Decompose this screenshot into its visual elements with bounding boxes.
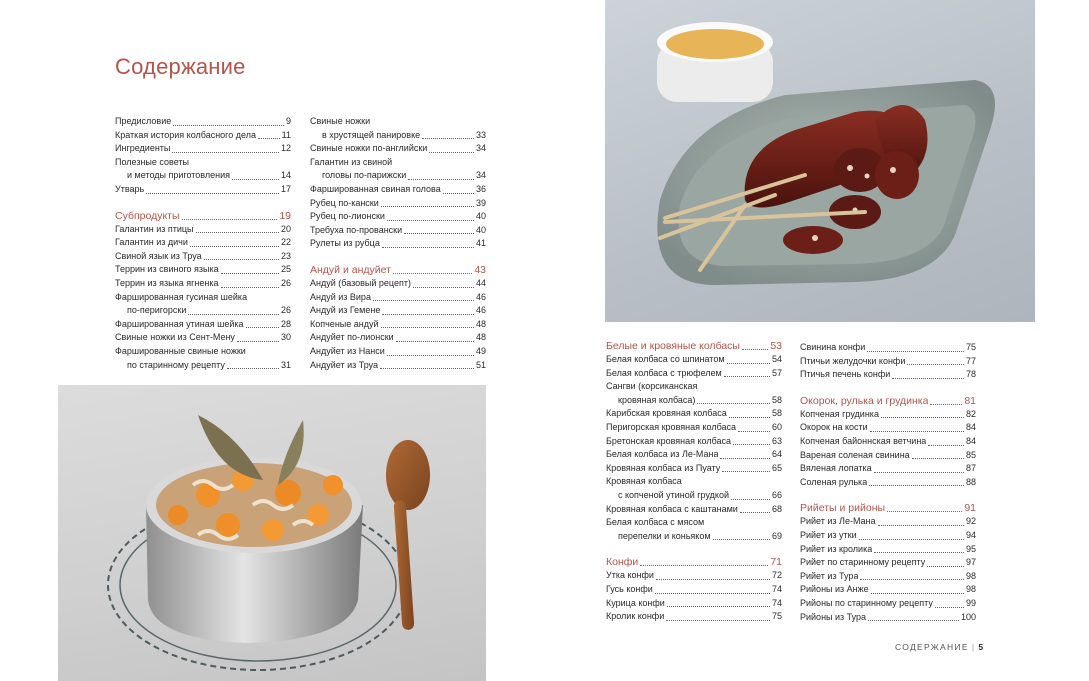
toc-entry[interactable]: Перигорская кровяная колбаса 60 bbox=[606, 421, 782, 432]
toc-entry[interactable]: Белая колбаса из Ле-Мана 64 bbox=[606, 449, 782, 460]
toc-entry[interactable]: Свиные ножки по-английски 34 bbox=[310, 143, 486, 154]
toc-entry[interactable]: Карибская кровяная колбаса 58 bbox=[606, 408, 782, 419]
blood-sausage-photo bbox=[605, 0, 1035, 322]
toc-entry[interactable]: Террин из свиного языка 25 bbox=[115, 264, 291, 275]
toc-entry[interactable]: Требуха по-провански 40 bbox=[310, 224, 486, 235]
toc-entry[interactable]: Свиные ножки из Сент-Мену 30 bbox=[115, 332, 291, 343]
toc-entry[interactable]: Ингредиенты 12 bbox=[115, 143, 291, 154]
toc-entry[interactable]: Краткая история колбасного дела 11 bbox=[115, 129, 291, 140]
toc-entry[interactable]: Рийет из кролика 95 bbox=[800, 543, 976, 554]
toc-column-3 bbox=[606, 339, 782, 624]
toc-entry[interactable]: Свинина конфи 75 bbox=[800, 342, 976, 352]
toc-section-heading[interactable]: Окорок, рулька и грудинка 81 bbox=[800, 394, 976, 407]
toc-entry[interactable]: Утварь 17 bbox=[115, 183, 291, 194]
toc-entry[interactable]: Белая колбаса со шпинатом 54 bbox=[606, 354, 782, 364]
tripe-pot-illustration bbox=[58, 385, 486, 681]
toc-entry[interactable]: Кролик конфи 75 bbox=[606, 611, 782, 622]
page-title: Содержание bbox=[115, 54, 246, 79]
toc-entry[interactable]: и методы приготовления 14 bbox=[127, 170, 291, 181]
page-number: 5 bbox=[978, 642, 984, 652]
toc-entry[interactable]: Вяленая лопатка 87 bbox=[800, 463, 976, 474]
toc-entry[interactable]: Рубец по-лионски 40 bbox=[310, 211, 486, 222]
toc-entry[interactable]: перепелки и коньяком 69 bbox=[618, 530, 782, 541]
toc-entry[interactable]: Белая колбаса с мясом bbox=[606, 517, 705, 528]
toc-entry[interactable]: по старинному рецепту 31 bbox=[127, 359, 291, 370]
toc-entry[interactable]: Копченая байоннская ветчина 84 bbox=[800, 435, 976, 446]
toc-entry[interactable]: Сангви (корсиканская bbox=[606, 381, 698, 392]
toc-entry[interactable]: кровяная колбаса) 58 bbox=[618, 394, 782, 405]
toc-entry[interactable]: Рийет из Тура 98 bbox=[800, 570, 976, 581]
toc-section-heading[interactable]: Субпродукты 19 bbox=[115, 209, 291, 222]
toc-entry[interactable]: Андуй из Вира 46 bbox=[310, 291, 486, 302]
toc-entry[interactable]: Фаршированная свиная голова 36 bbox=[310, 183, 486, 194]
toc-entry[interactable]: Соленая рулька 88 bbox=[800, 476, 976, 487]
toc-entry[interactable]: Свиные ножки bbox=[310, 116, 371, 126]
toc-entry[interactable]: Гусь конфи 74 bbox=[606, 583, 782, 594]
toc-entry[interactable]: Андуйет из Труа 51 bbox=[310, 359, 486, 370]
toc-entry[interactable]: Утка конфи 72 bbox=[606, 570, 782, 581]
toc-entry[interactable]: Кровяная колбаса из Пуату 65 bbox=[606, 462, 782, 473]
toc-entry[interactable]: Рийоны из Тура 100 bbox=[800, 611, 976, 622]
toc-entry[interactable]: Птичьи желудочки конфи 77 bbox=[800, 355, 976, 366]
toc-entry[interactable]: Кровяная колбаса с каштанами 68 bbox=[606, 503, 782, 514]
toc-section-heading[interactable]: Андуй и андуйет 43 bbox=[310, 263, 486, 276]
toc-entry[interactable]: головы по-парижски 34 bbox=[322, 170, 486, 181]
toc-entry[interactable]: Курица конфи 74 bbox=[606, 597, 782, 608]
toc-entry[interactable]: по-перигорски 26 bbox=[127, 305, 291, 316]
page-footer bbox=[895, 642, 983, 652]
toc-entry[interactable]: Рийет из Ле-Мана 92 bbox=[800, 516, 976, 527]
toc-entry[interactable]: Фаршированные свиные ножки bbox=[115, 345, 246, 356]
toc-entry[interactable]: Фаршированная гусиная шейка bbox=[115, 291, 248, 302]
toc-entry[interactable]: Рийет по старинному рецепту 97 bbox=[800, 557, 976, 568]
toc-entry[interactable]: Рубец по-кански 39 bbox=[310, 197, 486, 208]
toc-entry[interactable]: в хрустящей панировке 33 bbox=[322, 129, 486, 140]
toc-entry[interactable]: Рийоны из Анже 98 bbox=[800, 584, 976, 595]
toc-entry[interactable]: Полезные советы bbox=[115, 156, 189, 167]
blood-sausage-illustration bbox=[605, 0, 1035, 322]
toc-section-heading[interactable]: Рийеты и рийоны 91 bbox=[800, 502, 976, 515]
toc-entry[interactable]: Галантин из свиной bbox=[310, 156, 393, 167]
footer-label: СОДЕРЖАНИЕ bbox=[895, 642, 969, 652]
toc-entry[interactable]: Фаршированная утиная шейка 28 bbox=[115, 318, 291, 329]
toc-section-heading[interactable]: Конфи 71 bbox=[606, 556, 782, 569]
toc-column-1 bbox=[115, 115, 291, 372]
toc-entry[interactable]: Копченая грудинка 82 bbox=[800, 408, 976, 419]
toc-column-2 bbox=[310, 115, 486, 372]
tripe-pot-photo bbox=[58, 385, 486, 681]
toc-entry[interactable]: Вареная соленая свинина 85 bbox=[800, 449, 976, 460]
toc-section-heading[interactable]: Белые и кровяные колбасы 53 bbox=[606, 340, 782, 352]
toc-entry[interactable]: Окорок на кости 84 bbox=[800, 422, 976, 433]
toc-entry[interactable]: Белая колбаса с трюфелем 57 bbox=[606, 367, 782, 378]
toc-entry[interactable]: Террин из языка ягненка 26 bbox=[115, 277, 291, 288]
toc-entry[interactable]: с копченой утиной грудкой 66 bbox=[618, 489, 782, 500]
toc-entry[interactable]: Предисловие 9 bbox=[115, 116, 291, 126]
toc-entry[interactable]: Галантин из дичи 22 bbox=[115, 237, 291, 248]
toc-entry[interactable]: Андуйет по-лионски 48 bbox=[310, 332, 486, 343]
toc-entry[interactable]: Андуйет из Нанси 49 bbox=[310, 345, 486, 356]
toc-entry[interactable]: Андуй (базовый рецепт) 44 bbox=[310, 277, 486, 288]
toc-entry[interactable]: Птичья печень конфи 78 bbox=[800, 369, 976, 380]
footer-separator: | bbox=[971, 642, 976, 652]
toc-entry[interactable]: Рулеты из рубца 41 bbox=[310, 238, 486, 249]
toc-entry[interactable]: Бретонская кровяная колбаса 63 bbox=[606, 435, 782, 446]
toc-entry[interactable]: Копченые андуй 48 bbox=[310, 318, 486, 329]
toc-entry[interactable]: Свиной язык из Труа 23 bbox=[115, 250, 291, 261]
toc-entry[interactable]: Кровяная колбаса bbox=[606, 476, 682, 487]
toc-entry[interactable]: Галантин из птицы 20 bbox=[115, 223, 291, 234]
toc-entry[interactable]: Рийоны по старинному рецепту 99 bbox=[800, 597, 976, 608]
toc-entry[interactable]: Андуй из Гемене 46 bbox=[310, 305, 486, 316]
toc-entry[interactable]: Рийет из утки 94 bbox=[800, 529, 976, 540]
toc-column-4 bbox=[800, 341, 976, 624]
